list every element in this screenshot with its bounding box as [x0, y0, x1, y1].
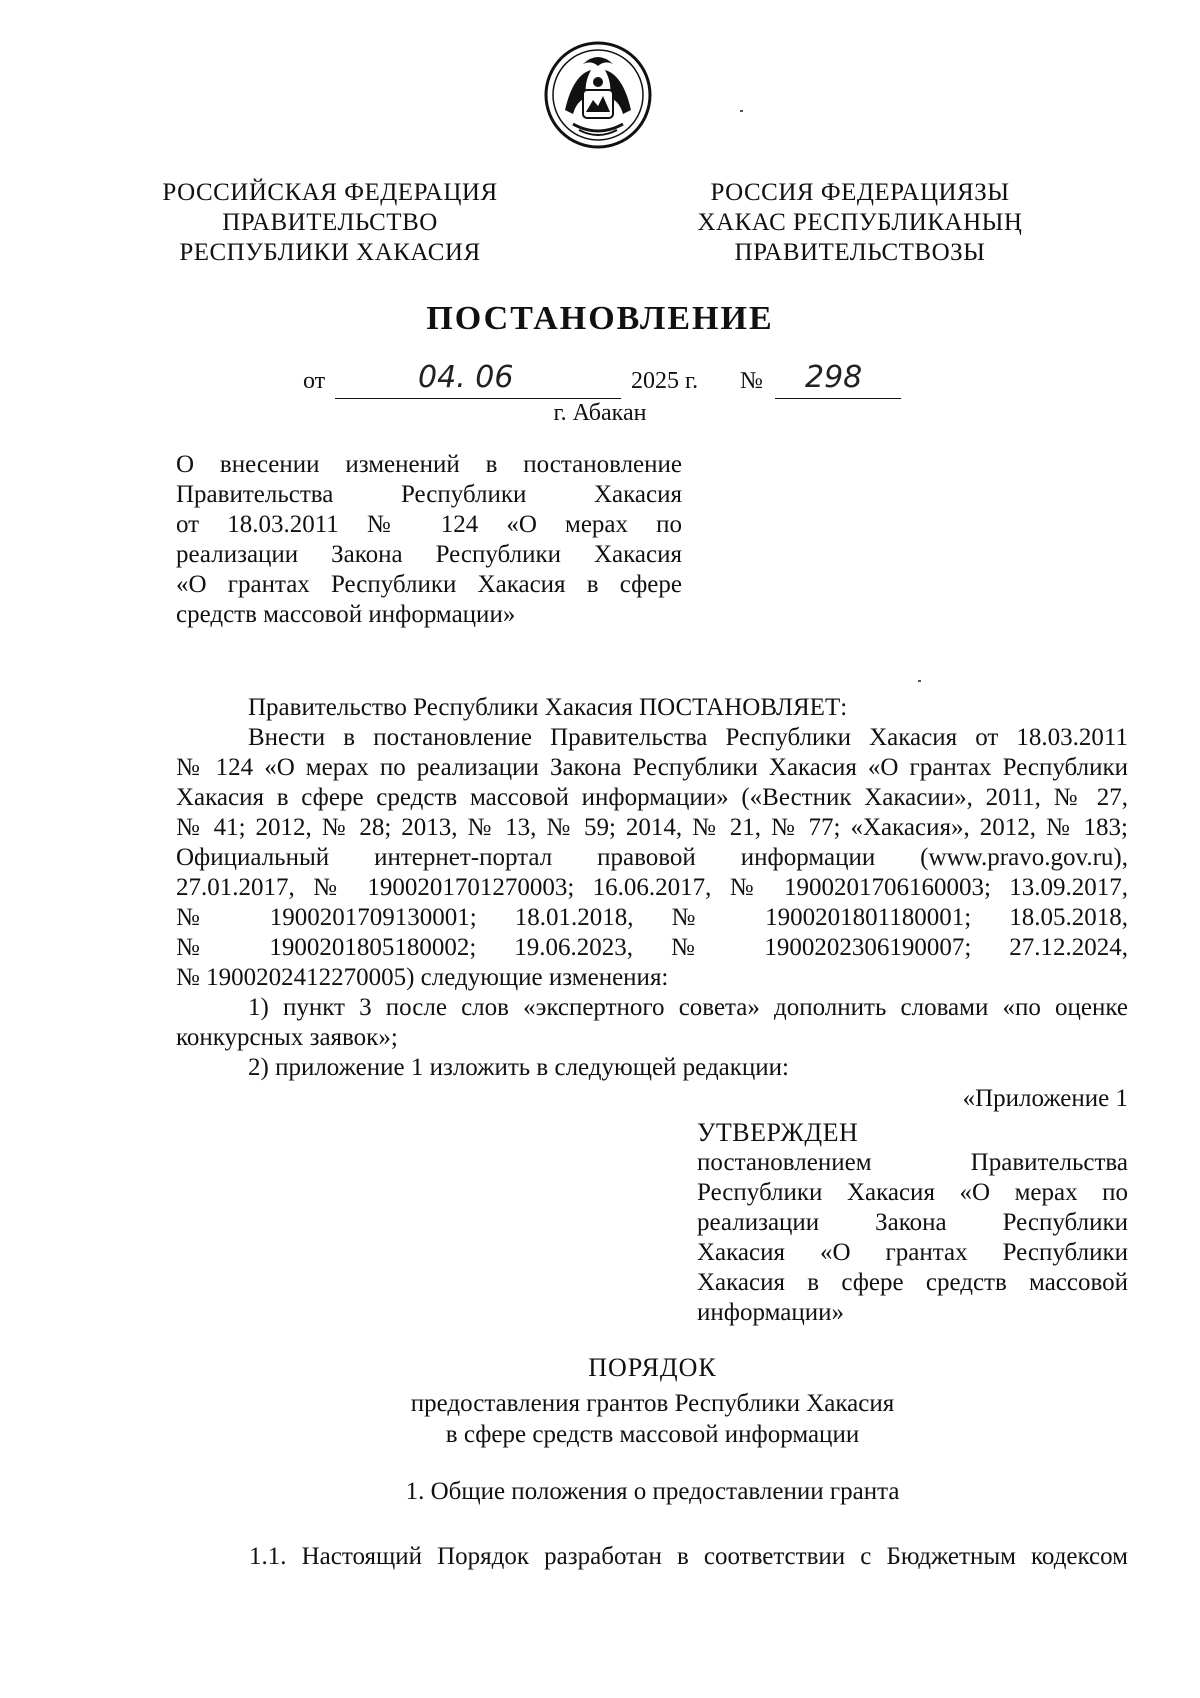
- subject-line: от 18.03.2011 № 124 «О мерах по: [176, 511, 682, 538]
- approved-line: Хакасия в сфере средств массовой: [697, 1269, 1128, 1296]
- number-underline: [775, 398, 901, 399]
- date-prefix: от: [303, 368, 326, 394]
- body-line: 27.01.2017, № 1900201701270003; 16.06.2017, № 1900201706160003; 13.09.2017,: [176, 874, 1128, 901]
- order-subtitle: [0, 1388, 1200, 1450]
- order-title: ПОРЯДОК: [588, 1353, 717, 1382]
- body-line: 2) приложение 1 изложить в следующей редакции:: [248, 1054, 789, 1081]
- coat-of-arms-emblem: [543, 40, 653, 150]
- body-line: № 1900202412270005) следующие изменения:: [176, 964, 669, 991]
- appendix-label: «Приложение 1: [962, 1085, 1128, 1112]
- year-label: 2025 г.: [631, 368, 699, 394]
- body-line: Правительство Республики Хакасия ПОСТАНОВЛЯЕТ:: [248, 694, 848, 721]
- approved-line: постановлением Правительства: [697, 1149, 1128, 1176]
- approved-line: Хакасия «О грантах Республики: [697, 1239, 1128, 1266]
- handwritten-date: 04. 06: [418, 360, 514, 395]
- clause-1-1: 1.1. Настоящий Порядок разработан в соответствии с Бюджетным кодексом: [249, 1543, 1128, 1570]
- approved-word: УТВЕРЖДЕН: [697, 1118, 859, 1147]
- order-subtitle-line: в сфере средств массовой информации: [445, 1421, 860, 1448]
- header-left-line: РОССИЙСКАЯ ФЕДЕРАЦИЯ: [162, 179, 498, 206]
- section-heading: 1. Общие положения о предоставлении гранта: [405, 1478, 900, 1505]
- body-line: Внести в постановление Правительства Республики Хакасия от 18.03.2011: [248, 724, 1128, 751]
- document-title: ПОСТАНОВЛЕНИЕ: [426, 300, 774, 337]
- header-right-line: РОССИЯ ФЕДЕРАЦИЯЗЫ: [710, 179, 1010, 206]
- city-label: г. Абакан: [553, 400, 647, 426]
- approved-line: реализации Закона Республики: [697, 1209, 1128, 1236]
- approved-line: Республики Хакасия «О мерах по: [697, 1179, 1128, 1206]
- body-line: № 1900201709130001; 18.01.2018, № 1900201801180001; 18.05.2018,: [176, 904, 1128, 931]
- subject-line: «О грантах Республики Хакасия в сфере: [176, 571, 682, 598]
- subject-line: реализации Закона Республики Хакасия: [176, 541, 682, 568]
- body-line: конкурсных заявок»;: [176, 1024, 398, 1051]
- subject-line: средств массовой информации»: [176, 601, 516, 628]
- subject-line: О внесении изменений в постановление: [176, 451, 682, 478]
- header-left: [150, 178, 510, 268]
- header-right-line: ПРАВИТЕЛЬСТВОЗЫ: [734, 239, 986, 266]
- body-line: Хакасия в сфере средств массовой информации» («Вестник Хакасии», 2011, № 27,: [176, 784, 1128, 811]
- approved-block: [697, 1118, 1128, 1328]
- body-line: № 124 «О мерах по реализации Закона Республики Хакасия «О грантах Республики: [176, 754, 1128, 781]
- order-subtitle-line: предоставления грантов Республики Хакасия: [410, 1390, 895, 1417]
- body-line: Официальный интернет-портал правовой информации (www.pravo.gov.ru),: [176, 844, 1128, 871]
- number-label: №: [740, 368, 763, 394]
- scan-speck: [918, 680, 921, 682]
- body-line: 1) пункт 3 после слов «экспертного совета» дополнить словами «по оценке: [248, 994, 1128, 1021]
- subject-line: Правительства Республики Хакасия: [176, 481, 682, 508]
- body-text: [176, 693, 1128, 1083]
- handwritten-number: 298: [805, 360, 863, 395]
- subject-block: [176, 450, 682, 630]
- scan-speck: [740, 110, 743, 112]
- header-right: [680, 178, 1040, 268]
- header-left-line: ПРАВИТЕЛЬСТВО: [222, 209, 438, 236]
- header-left-line: РЕСПУБЛИКИ ХАКАСИЯ: [179, 239, 481, 266]
- body-line: № 1900201805180002; 19.06.2023, № 1900202306190007; 27.12.2024,: [176, 934, 1128, 961]
- body-line: № 41; 2012, № 28; 2013, № 13, № 59; 2014, № 21, № 77; «Хакасия», 2012, № 183;: [176, 814, 1128, 841]
- date-number-line: [303, 360, 923, 404]
- header-right-line: ХАКАС РЕСПУБЛИКАНЫҢ: [697, 209, 1023, 236]
- approved-line: информации»: [697, 1299, 844, 1326]
- date-underline: [335, 398, 621, 399]
